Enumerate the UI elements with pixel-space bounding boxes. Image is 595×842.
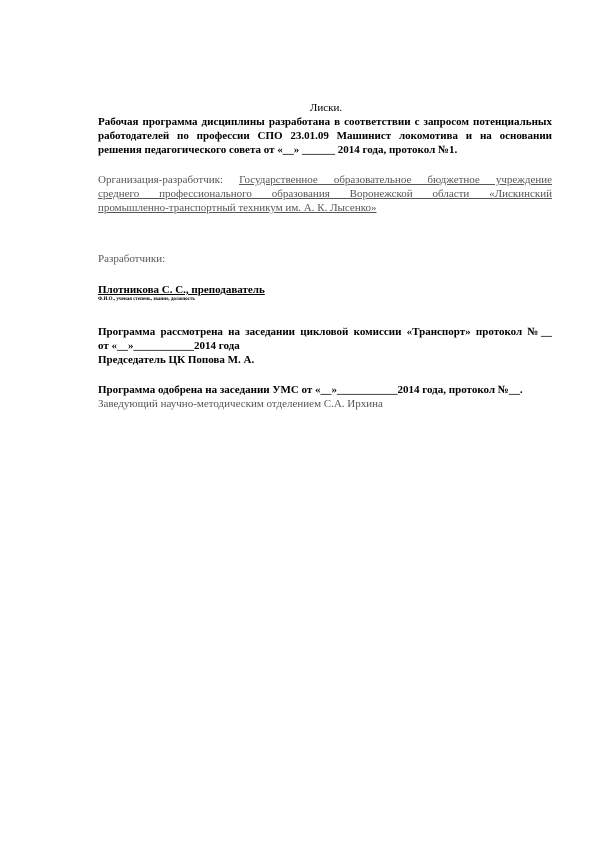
approval-line-2: Заведующий научно-методическим отделением С.А. Ирхина [98, 398, 383, 410]
intro-line-2: работодателей по профессии СПО 23.01.09 Машинист локомотива и на основании [98, 130, 552, 142]
commission-line-2: от «__»___________2014 года [98, 340, 240, 352]
developer-caption: Ф.И.О., ученая степень, звание, должность [98, 297, 196, 302]
approval-line-1: Программа одобрена на заседании УМС от «__»___________2014 года, протокол №__. [98, 384, 523, 396]
commission-line-1: Программа рассмотрена на заседании цикловой комиссии «Транспорт» протокол №__ [98, 326, 552, 338]
organization-label: Организация-разработчик: [98, 174, 224, 186]
developer-name: Плотникова С. С., преподаватель [98, 284, 265, 296]
developers-heading: Разработчики: [98, 253, 166, 265]
intro-line-3: решения педагогического совета от «__» ______ 2014 года, протокол №1. [98, 144, 458, 156]
organization-name-1: Государственное образовательное бюджетное учреждение [239, 174, 552, 186]
commission-chair: Председатель ЦК Попова М. А. [98, 354, 255, 366]
city-title: Лиски. [309, 102, 343, 114]
organization-line-1 [98, 174, 552, 187]
intro-line-1: Рабочая программа дисциплины разработана в соответствии с запросом потенциальных [98, 116, 552, 128]
organization-line-2: среднего профессионального образования Воронежской области «Лискинский [98, 188, 552, 200]
organization-line-3: промышленно-транспортный техникум им. А. К. Лысенко» [98, 202, 377, 214]
